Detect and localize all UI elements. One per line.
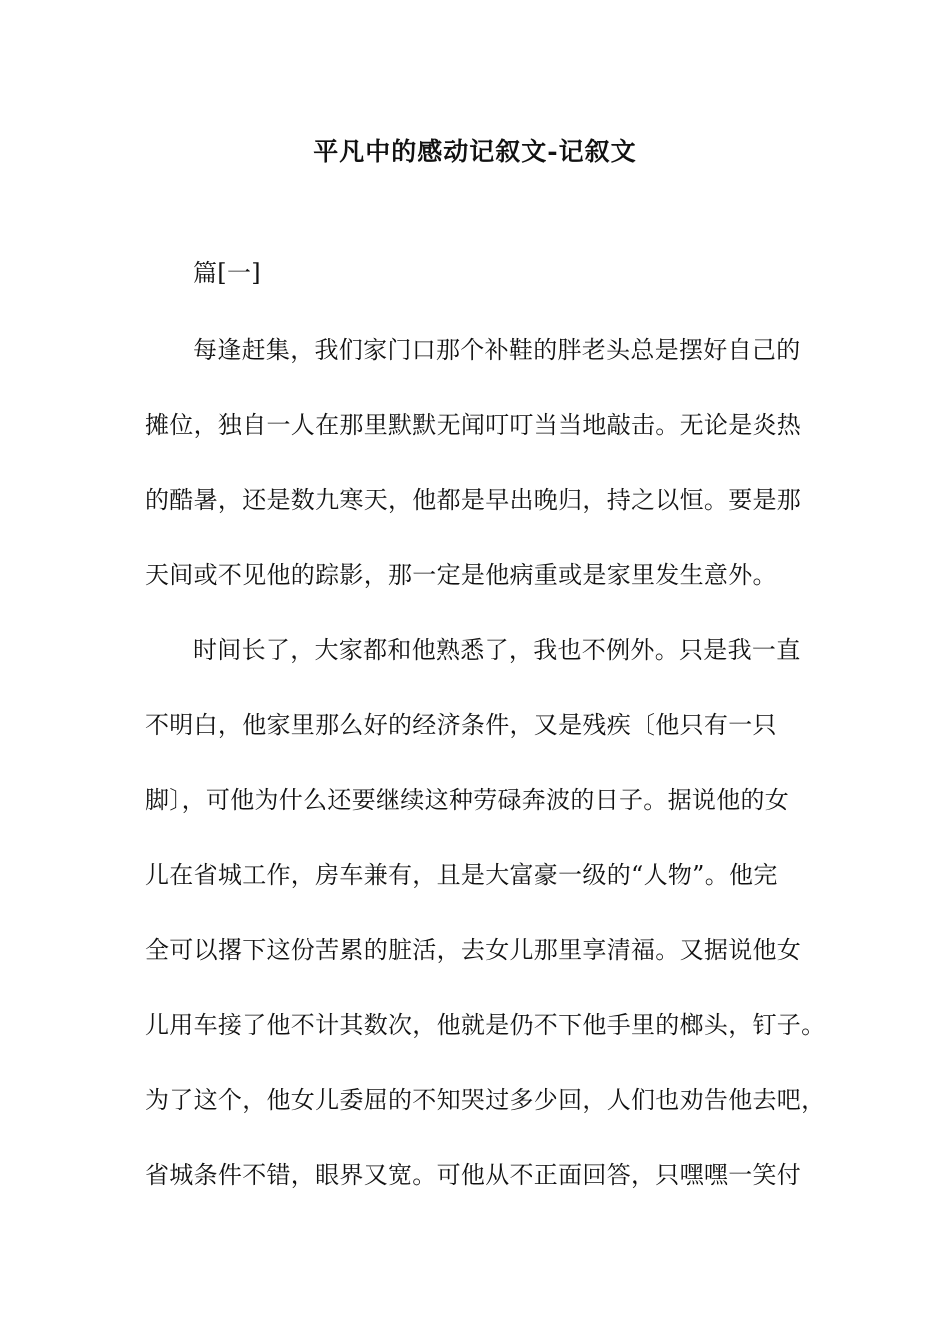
paragraph-line: 摊位，独自一人在那里默默无闻叮叮当当地敲击。无论是炎热: [145, 411, 802, 439]
paragraph-line: 每逢赶集，我们家门口那个补鞋的胖老头总是摆好自己的: [193, 336, 801, 364]
paragraph-line: 全可以撂下这份苦累的脏活，去女儿那里享清福。又据说他女: [145, 936, 802, 964]
section-label: 篇[一]: [193, 259, 261, 287]
paragraph-line: 的酷暑，还是数九寒天，他都是早出晚归，持之以恒。要是那: [145, 486, 802, 514]
paragraph-line: 儿在省城工作，房车兼有，且是大富豪一级的“人物”。他完: [145, 861, 778, 889]
paragraph-line: 天间或不见他的踪影，那一定是他病重或是家里发生意外。: [145, 561, 777, 589]
paragraph-line: 不明白，他家里那么好的经济条件，又是残疾〔他只有一只: [145, 711, 777, 739]
paragraph-line: 脚〕，可他为什么还要继续这种劳碌奔波的日子。据说他的女: [145, 786, 790, 814]
paragraph-line: 时间长了，大家都和他熟悉了，我也不例外。只是我一直: [193, 636, 801, 664]
paragraph-line: 省城条件不错，眼界又宽。可他从不正面回答，只嘿嘿一笑付: [145, 1161, 802, 1189]
paragraph-line: 为了这个，他女儿委屈的不知哭过多少回，人们也劝告他去吧，: [145, 1086, 826, 1114]
paragraph-line: 儿用车接了他不计其数次，他就是仍不下他手里的榔头，钉子。: [145, 1011, 826, 1039]
document-title: 平凡中的感动记叙文-记叙文: [313, 137, 637, 166]
